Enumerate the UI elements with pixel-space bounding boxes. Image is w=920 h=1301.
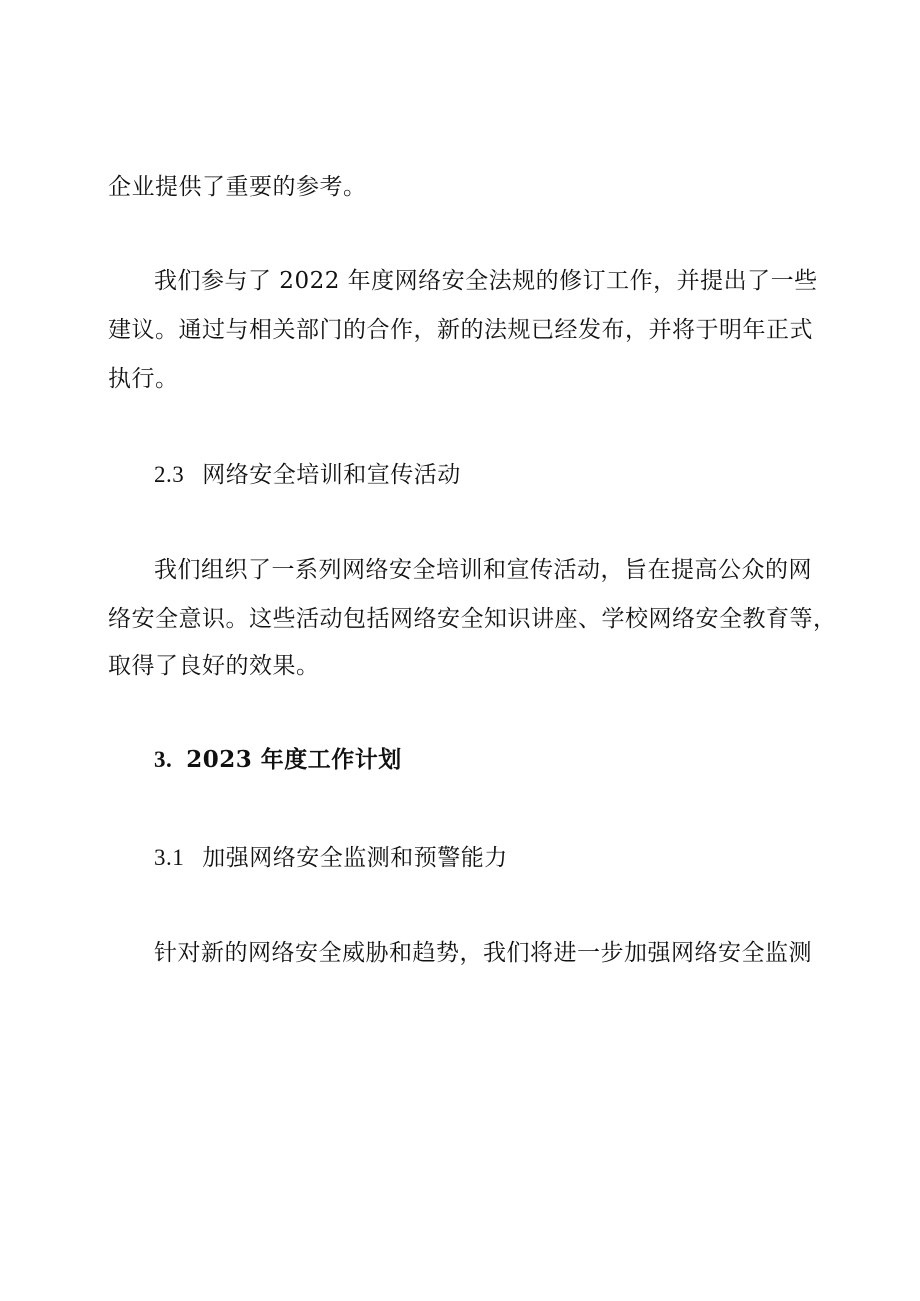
paragraph-line: 络安全意识。这些活动包括网络安全知识讲座、学校网络安全教育等， [108, 606, 837, 632]
paragraph-line: 执行。 [108, 366, 179, 392]
section-number: 2.3 [154, 462, 185, 487]
section-number: 3.1 [154, 845, 185, 870]
paragraph-line: 我们参与了 2022 年度网络安全法规的修订工作，并提出了一些 [154, 268, 818, 294]
paragraph-line: 取得了良好的效果。 [108, 653, 320, 679]
section-title: 2023 年度工作计划 [186, 746, 402, 773]
section-heading-3 [154, 745, 402, 775]
paragraph-line: 我们组织了一系列网络安全培训和宣传活动，旨在提高公众的网 [154, 557, 812, 583]
section-title: 网络安全培训和宣传活动 [202, 462, 461, 488]
section-number: 3. [154, 747, 173, 772]
section-heading-3-1 [154, 843, 508, 873]
paragraph-line: 针对新的网络安全威胁和趋势，我们将进一步加强网络安全监测 [154, 940, 812, 966]
paragraph-line: 建议。通过与相关部门的合作，新的法规已经发布，并将于明年正式 [108, 317, 813, 343]
paragraph-line: 企业提供了重要的参考。 [108, 174, 367, 200]
section-heading-2-3 [154, 460, 461, 490]
section-title: 加强网络安全监测和预警能力 [202, 845, 508, 871]
